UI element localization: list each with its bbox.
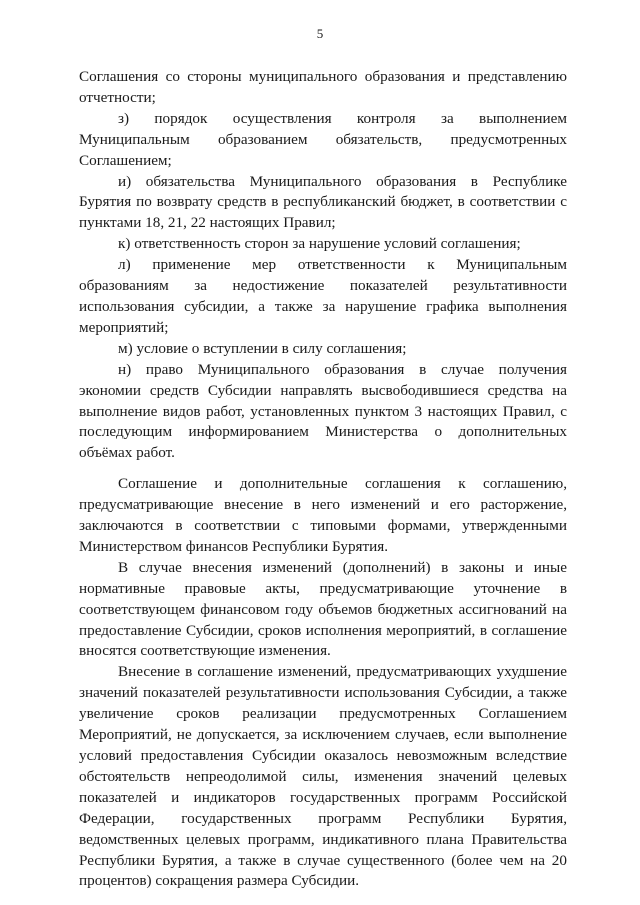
list-item-n: н) право Муниципального образования в случае получения экономии средств Субсидии направлять высвободившиеся средства на выполнение видов работ, установленных пунктом 3 настоящих Правил, с последующим информированием Министерства о дополнительных объёмах работ. <box>79 360 567 462</box>
paragraph-continuation: Соглашения со стороны муниципального образования и представлению отчетности; <box>79 68 567 106</box>
paragraph-agreement-forms: Соглашение и дополнительные соглашения к соглашению, предусматривающие внесение в него изменений и его расторжение, заключаются в соответствии с типовыми формами, утвержденными Министерством финансов Республики Бурятия. <box>79 475 567 555</box>
list-item-i: и) обязательства Муниципального образования в Республике Бурятия по возврату средств в республиканский бюджет, в соответствии с пунктами 18, 21, 22 настоящих Правил; <box>79 172 567 232</box>
document-body <box>79 67 567 892</box>
paragraph-amendments: В случае внесения изменений (дополнений) в законы и иные нормативные правовые акты, предусматривающие уточнение в соответствующем финансовом году объемов бюджетных ассигнований на предоставление Субсидии, сроков исполнения мероприятий, в соглашение вносятся соответствующие изменения. <box>79 558 567 660</box>
list-item-k: к) ответственность сторон за нарушение условий соглашения; <box>118 235 521 253</box>
paragraph-restrictions: Внесение в соглашение изменений, предусматривающих ухудшение значений показателей результативности использования Субсидии, а также увеличение сроков реализации предусмотренных Соглашением Мероприятий, не допускается, за исключением случаев, если выполнение условий предоставления Субсидии оказалось невозможным вследствие обстоятельств непреодолимой силы, изменения значений целевых показателей и индикаторов государственных программ Российской Федерации, государственных программ Республики Бурятия, ведомственных целевых программ, индикативного плана Правительства Республики Бурятия, а также в случае существенного (более чем на 20 процентов) сокращения размера Субсидии. <box>79 663 567 890</box>
list-item-l: л) применение мер ответственности к Муниципальным образованиям за недостижение показателей результативности использования субсидии, а также за нарушение графика выполнения мероприятий; <box>79 256 567 336</box>
page-number: 5 <box>316 26 324 41</box>
list-item-z: з) порядок осуществления контроля за выполнением Муниципальным образованием обязательств, предусмотренных Соглашением; <box>79 109 567 169</box>
list-item-m: м) условие о вступлении в силу соглашения; <box>118 339 407 357</box>
